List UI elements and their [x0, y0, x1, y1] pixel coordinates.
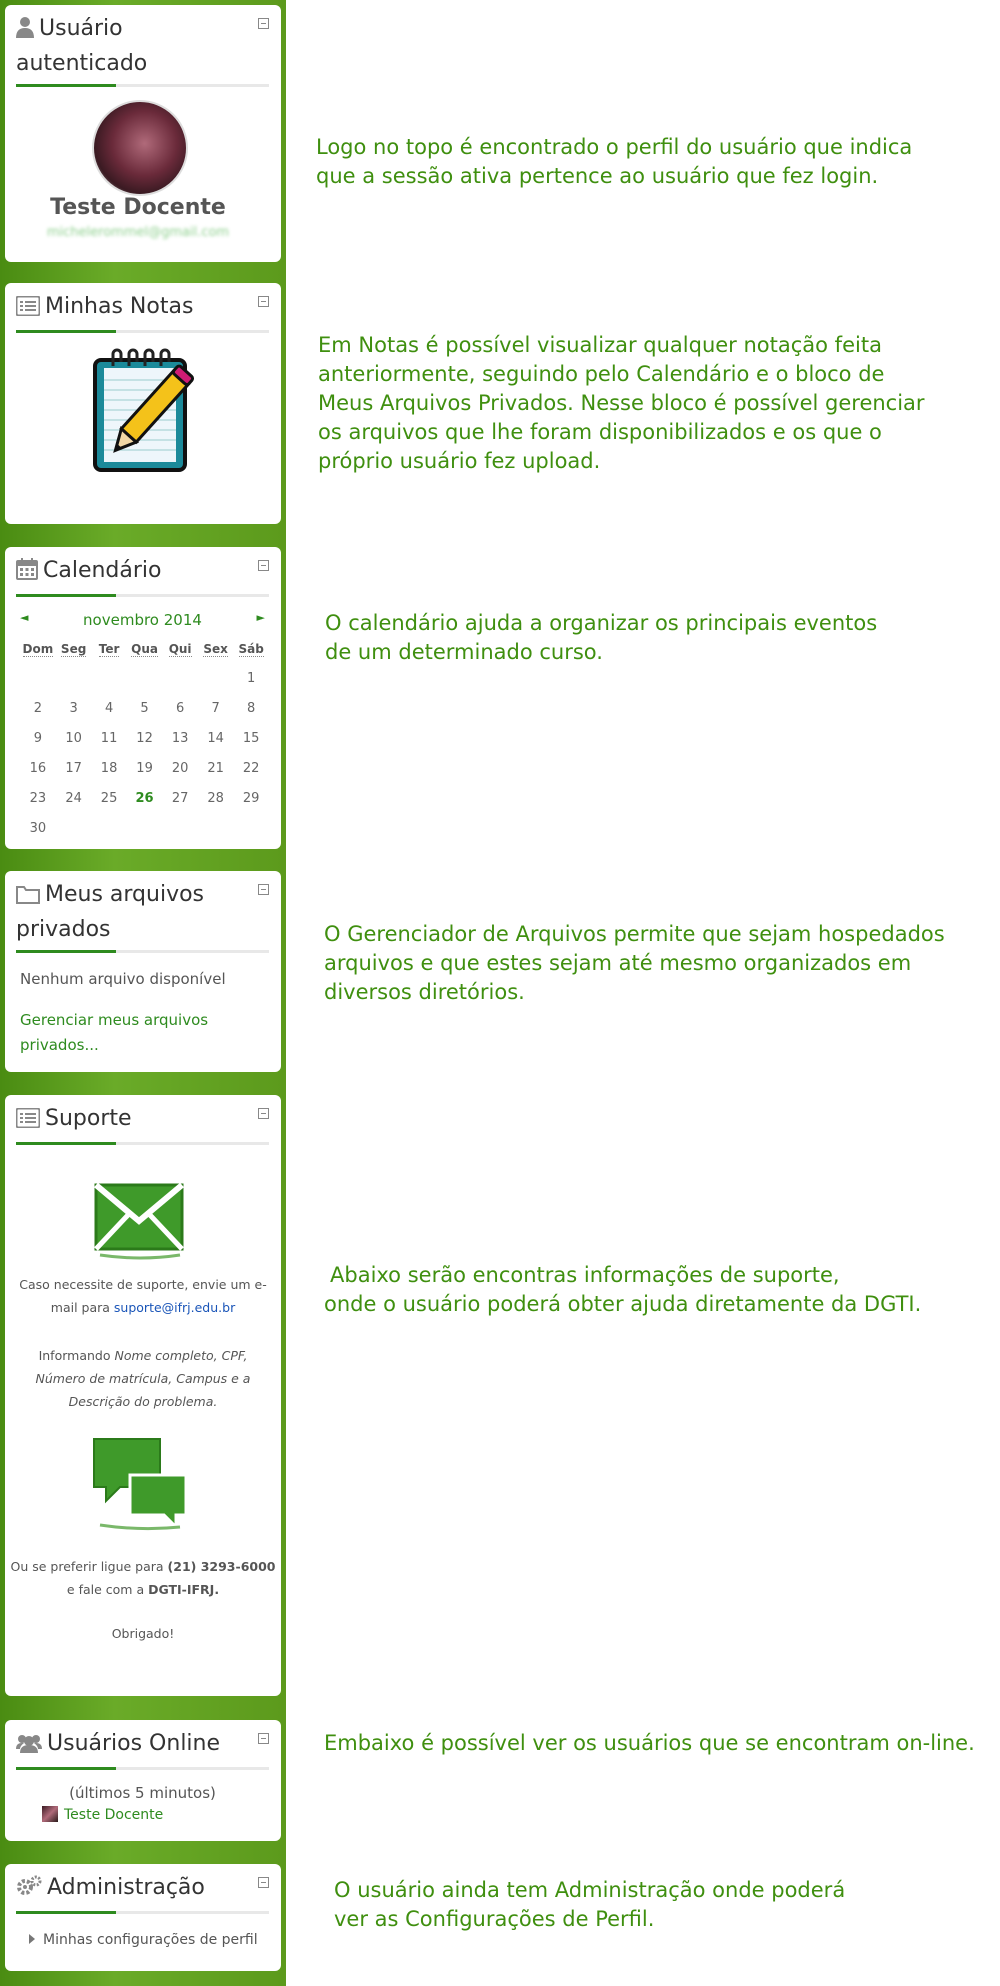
weekday-header	[56, 635, 92, 663]
user-email: michelerommel@gmail.com	[46, 225, 230, 240]
calendar-week-row	[20, 693, 269, 723]
calendar-day[interactable]: 2	[33, 700, 43, 716]
prev-month-arrow[interactable]: ◄	[20, 611, 29, 624]
annotation-3-line2: de um determinado curso.	[325, 640, 603, 664]
annotation-admin	[334, 1876, 845, 1934]
calendar-day[interactable]: 8	[247, 700, 256, 716]
calendar-month-label[interactable]: novembro 2014	[83, 611, 202, 629]
calendar-day[interactable]: 27	[171, 790, 189, 806]
calendar-day[interactable]: 21	[207, 760, 224, 776]
calendar-week-row	[20, 663, 269, 693]
calendar-day[interactable]: 13	[171, 730, 189, 746]
calendar-day[interactable]: 30	[29, 820, 47, 836]
calendar-day[interactable]: 23	[29, 790, 47, 806]
annotation-4-line2: arquivos e que estes sejam até mesmo organizados em	[324, 951, 912, 975]
weekday-header	[198, 635, 234, 663]
weekday-label: Qui	[168, 642, 192, 656]
support-line6a: Ou se preferir ligue para	[10, 1559, 168, 1574]
envelope-icon	[92, 1181, 188, 1265]
support-text-1	[5, 1273, 281, 1319]
notepad-icon[interactable]	[89, 346, 199, 478]
collapse-icon[interactable]	[258, 884, 269, 895]
calendar-day[interactable]: 4	[104, 700, 114, 716]
calendar-week-row	[20, 783, 269, 813]
collapse-icon[interactable]	[258, 296, 269, 307]
profile-block-title	[16, 13, 269, 80]
annotation-7-line1: O usuário ainda tem Administração onde poderá	[334, 1878, 846, 1902]
calendar-empty-cell	[56, 813, 92, 843]
support-text-3	[5, 1555, 281, 1601]
annotation-1-line1: Logo no topo é encontrado o perfil do usuário que indica	[316, 135, 913, 159]
annotation-5-line1: Abaixo serão encontras informações de suporte,	[330, 1263, 840, 1287]
annotation-calendar	[325, 609, 877, 667]
online-user-avatar[interactable]	[42, 1806, 58, 1822]
calendar-day[interactable]: 7	[211, 700, 220, 716]
support-title: Suporte	[45, 1106, 132, 1131]
calendar-empty-cell	[127, 663, 163, 693]
annotation-5-line2: onde o usuário poderá obter ajuda diretamente da DGTI.	[324, 1292, 922, 1316]
notes-block-title	[16, 291, 269, 326]
calendar-table	[20, 635, 269, 843]
annotation-2-line5: próprio usuário fez upload.	[318, 449, 601, 473]
annotation-2-line4: os arquivos que lhe foram disponibilizados e os que o	[318, 420, 882, 444]
weekday-header	[20, 635, 56, 663]
annotation-4-line1: O Gerenciador de Arquivos permite que sejam hospedados	[324, 922, 945, 946]
support-block-header	[16, 1103, 269, 1145]
calendar-day[interactable]: 25	[100, 790, 118, 806]
online-user-item[interactable]	[42, 1806, 269, 1823]
calendar-block-title	[16, 555, 269, 590]
annotation-profile	[316, 133, 912, 191]
files-title-line1: Meus arquivos	[45, 882, 205, 907]
files-title-line2: privados	[16, 917, 111, 942]
calendar-week-row	[20, 723, 269, 753]
manage-files-line2[interactable]: privados...	[20, 1036, 99, 1054]
support-text-2	[5, 1344, 281, 1413]
calendar-week-row	[20, 753, 269, 783]
support-line7a: e fale com a	[66, 1582, 149, 1597]
calendar-empty-cell	[20, 663, 56, 693]
calendar-day[interactable]: 5	[140, 700, 149, 716]
online-users-block	[5, 1720, 281, 1841]
annotation-3-line1: O calendário ajuda a organizar os principais eventos	[325, 611, 878, 635]
online-block-title	[16, 1728, 269, 1763]
avatar[interactable]	[92, 100, 188, 196]
online-user-name[interactable]: Teste Docente	[64, 1807, 164, 1823]
expand-triangle-icon[interactable]	[29, 1934, 35, 1944]
profile-settings-item[interactable]	[29, 1932, 269, 1948]
weekday-label: Sáb	[238, 642, 264, 656]
calendar-day[interactable]: 12	[136, 730, 153, 746]
calendar-day[interactable]: 29	[242, 790, 260, 806]
online-block-header	[16, 1728, 269, 1770]
notes-block	[5, 283, 281, 524]
annotation-support	[324, 1261, 921, 1319]
support-block	[5, 1095, 281, 1696]
annotation-2-line1: Em Notas é possível visualizar qualquer notação feita	[318, 333, 882, 357]
calendar-day[interactable]: 3	[69, 700, 78, 716]
weekday-header	[233, 635, 269, 663]
profile-title-line1: Usuário	[39, 16, 123, 41]
weekday-header	[91, 635, 126, 663]
online-title: Usuários Online	[47, 1731, 221, 1756]
files-block-title	[16, 879, 269, 946]
admin-block-title	[16, 1872, 269, 1907]
calendar-empty-cell	[162, 813, 197, 843]
support-phone: (21) 3293-6000	[167, 1559, 276, 1574]
support-line2: mail para	[50, 1300, 114, 1315]
calendar-day[interactable]: 1	[247, 670, 256, 686]
calendar-block-header	[16, 555, 269, 597]
support-block-title	[16, 1103, 269, 1138]
calendar-empty-cell	[162, 663, 197, 693]
notes-block-header	[16, 291, 269, 333]
next-month-arrow[interactable]: ►	[256, 611, 265, 624]
user-name[interactable]: Teste Docente	[50, 195, 226, 220]
support-thanks: Obrigado!	[111, 1626, 175, 1641]
annotation-notes	[318, 331, 925, 476]
calendar-day[interactable]: 6	[175, 700, 185, 716]
users-icon	[16, 1731, 42, 1763]
calendar-day[interactable]: 16	[29, 760, 47, 776]
calendar-title: Calendário	[43, 558, 162, 583]
support-email-link[interactable]: suporte@ifrj.edu.br	[113, 1300, 236, 1315]
support-line3b: Nome completo, CPF,	[114, 1348, 248, 1363]
annotation-4-line3: diversos diretórios.	[324, 980, 525, 1004]
sidebar	[0, 0, 286, 1986]
calendar-day[interactable]: 18	[100, 760, 118, 776]
calendar-day[interactable]: 26	[135, 790, 154, 806]
calendar-day[interactable]: 11	[100, 730, 118, 746]
admin-title: Administração	[47, 1875, 205, 1900]
calendar-empty-cell	[198, 813, 234, 843]
private-files-block	[5, 871, 281, 1072]
folder-icon	[16, 882, 40, 914]
annotation-files	[324, 920, 945, 1007]
calendar-nav	[16, 611, 269, 631]
manage-files-line1[interactable]: Gerenciar meus arquivos	[20, 1011, 209, 1029]
calendar-day[interactable]: 15	[242, 730, 260, 746]
calendar-empty-cell	[56, 663, 92, 693]
support-line3a: Informando	[38, 1348, 115, 1363]
calendar-day[interactable]: 14	[207, 730, 224, 746]
weekday-header	[127, 635, 163, 663]
profile-settings-label[interactable]: Minhas configurações de perfil	[43, 1932, 258, 1948]
annotation-1-line2: que a sessão ativa pertence ao usuário que fez login.	[316, 164, 879, 188]
calendar-day[interactable]: 22	[242, 760, 260, 776]
collapse-icon[interactable]	[258, 18, 269, 29]
calendar-day[interactable]: 24	[65, 790, 82, 806]
calendar-day[interactable]: 19	[136, 760, 153, 776]
support-line5: Descrição do problema.	[68, 1394, 218, 1409]
profile-title-line2: autenticado	[16, 51, 148, 76]
collapse-icon[interactable]	[258, 1877, 269, 1888]
calendar-empty-cell	[91, 663, 126, 693]
calendar-empty-cell	[91, 813, 126, 843]
weekday-label: Dom	[22, 642, 54, 656]
cogs-icon	[16, 1875, 42, 1907]
chat-bubbles-icon	[90, 1435, 190, 1535]
support-line4: Número de matrícula, Campus e a	[35, 1371, 251, 1386]
calendar-icon	[16, 558, 38, 590]
calendar-day[interactable]: 9	[33, 730, 43, 746]
calendar-empty-cell	[233, 813, 269, 843]
weekday-header	[162, 635, 197, 663]
files-block-header	[16, 879, 269, 953]
calendar-empty-cell	[127, 813, 163, 843]
calendar-day[interactable]: 10	[65, 730, 82, 746]
list-icon	[16, 1106, 40, 1138]
profile-block-header	[16, 13, 269, 87]
no-files-text: Nenhum arquivo disponível	[20, 970, 226, 988]
calendar-day[interactable]: 17	[65, 760, 82, 776]
collapse-icon[interactable]	[258, 1733, 269, 1744]
admin-block-header	[16, 1872, 269, 1914]
weekday-label: Qua	[131, 642, 158, 656]
notes-title: Minhas Notas	[45, 294, 194, 319]
collapse-icon[interactable]	[258, 560, 269, 571]
annotation-6-line1: Embaixo é possível ver os usuários que se encontram on-line.	[324, 1731, 975, 1755]
weekday-label: Sex	[203, 642, 228, 656]
annotation-7-line2: ver as Configurações de Perfil.	[334, 1907, 655, 1931]
admin-block	[5, 1864, 281, 1971]
calendar-day[interactable]: 28	[207, 790, 224, 806]
list-icon	[16, 294, 40, 326]
online-period: (últimos 5 minutos)	[69, 1784, 216, 1802]
user-icon	[16, 16, 34, 48]
manage-files-link[interactable]	[20, 1008, 269, 1058]
calendar-week-row	[20, 813, 269, 843]
annotation-2-line3: Meus Arquivos Privados. Nesse bloco é possível gerenciar	[318, 391, 925, 415]
calendar-day[interactable]: 20	[171, 760, 189, 776]
weekday-label: Seg	[60, 642, 87, 656]
support-line1: Caso necessite de suporte, envie um e-	[19, 1277, 267, 1292]
weekday-label: Ter	[98, 642, 120, 656]
calendar-empty-cell	[198, 663, 234, 693]
support-dept: DGTI-IFRJ.	[148, 1582, 220, 1597]
annotation-2-line2: anteriormente, seguindo pelo Calendário e o bloco de	[318, 362, 885, 386]
annotation-online	[324, 1729, 975, 1758]
collapse-icon[interactable]	[258, 1108, 269, 1119]
calendar-block	[5, 547, 281, 849]
